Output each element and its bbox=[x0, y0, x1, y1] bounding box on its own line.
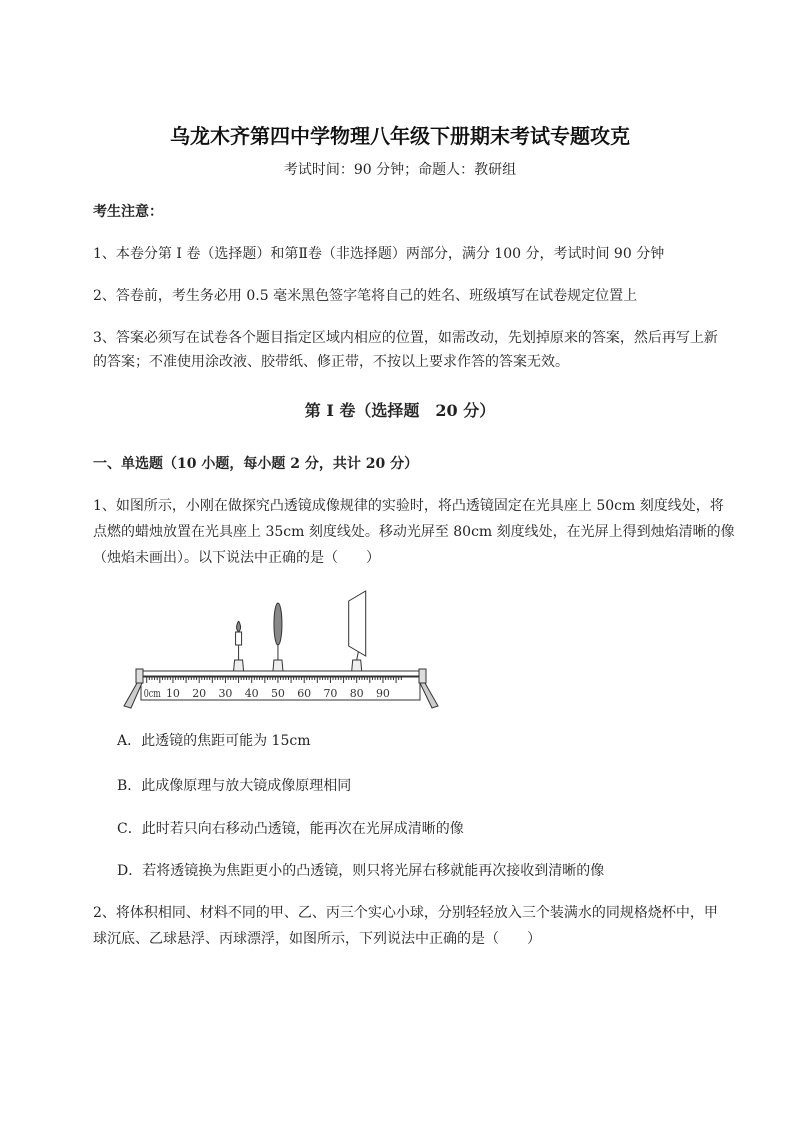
page-title: 乌龙木齐第四中学物理八年级下册期末考试专题攻克 bbox=[170, 124, 630, 148]
scale-label: 80 bbox=[349, 687, 364, 700]
exam-info: 考试时间：90 分钟；命题人：教研组 bbox=[283, 162, 517, 178]
scale-label: 20 bbox=[192, 687, 207, 700]
scale-label: 40 bbox=[244, 687, 259, 700]
light-screen-icon bbox=[349, 591, 366, 656]
candle-icon bbox=[236, 632, 242, 645]
rail bbox=[137, 671, 424, 676]
holder-base bbox=[352, 660, 362, 671]
notice-item-1: 1、本卷分第 I 卷（选择题）和第Ⅱ卷（非选择题）两部分，满分 100 分，考试时间 90 分钟 bbox=[93, 246, 665, 262]
convex-lens-icon bbox=[274, 603, 282, 645]
q1-line-1: 1、如图所示，小刚在做探究凸透镜成像规律的实验时，将凸透镜固定在光具座上 50cm 刻度线处，将 bbox=[93, 498, 724, 514]
q1-line-3: （烛焰未画出）。以下说法中正确的是（ ） bbox=[93, 550, 380, 566]
scale-label: 60 bbox=[297, 687, 312, 700]
notice-heading: 考生注意： bbox=[93, 204, 163, 220]
right-leg bbox=[420, 683, 438, 708]
q2-line-2: 球沉底、乙球悬浮、丙球漂浮，如图所示，下列说法中正确的是（ ） bbox=[93, 931, 541, 947]
left-leg bbox=[124, 683, 142, 708]
q1-option-b[interactable]: B．此成像原理与放大镜成像原理相同 bbox=[117, 778, 352, 794]
flame-icon bbox=[237, 621, 241, 632]
scale-label: 30 bbox=[218, 687, 233, 700]
scale-label: 10 bbox=[165, 687, 180, 700]
scale-label: 90 bbox=[375, 687, 390, 700]
q1-option-a[interactable]: A．此透镜的焦距可能为 15cm bbox=[117, 733, 311, 749]
scale-label: 0cm bbox=[143, 687, 162, 700]
notice-item-2: 2、答卷前，考生务必用 0.5 毫米黑色签字笔将自己的姓名、班级填写在试卷规定位置上 bbox=[93, 288, 638, 304]
right-end-block bbox=[419, 669, 426, 683]
section-title: 第 I 卷（选择题 20 分） bbox=[304, 401, 496, 420]
q1-line-2: 点燃的蜡烛放置在光具座上 35cm 刻度线处。移动光屏至 80cm 刻度线处，在光屏上得到烛焰清晰的像 bbox=[93, 524, 735, 540]
part-heading: 一、单选题（10 小题，每小题 2 分，共计 20 分） bbox=[93, 456, 419, 472]
q2-line-1: 2、将体积相同、材料不同的甲、乙、丙三个实心小球，分别轻轻放入三个装满水的同规格烧杯中，甲 bbox=[93, 905, 718, 921]
q1-option-c[interactable]: C．此时若只向右移动凸透镜，能再次在光屏成清晰的像 bbox=[117, 821, 464, 837]
scale-label: 70 bbox=[323, 687, 338, 700]
scale-label: 50 bbox=[270, 687, 285, 700]
q1-option-d[interactable]: D．若将透镜换为焦距更小的凸透镜，则只将光屏右移就能再次接收到清晰的像 bbox=[117, 863, 605, 879]
holder-base bbox=[273, 660, 283, 671]
holder-base bbox=[234, 660, 244, 671]
notice-item-3-cont: 的答案；不准使用涂改液、胶带纸、修正带，不按以上要求作答的答案无效。 bbox=[93, 354, 569, 370]
notice-item-3: 3、答案必须写在试卷各个题目指定区域内相应的位置，如需改动，先划掉原来的答案，然后再写上新 bbox=[93, 330, 718, 346]
left-end-block bbox=[136, 669, 143, 683]
